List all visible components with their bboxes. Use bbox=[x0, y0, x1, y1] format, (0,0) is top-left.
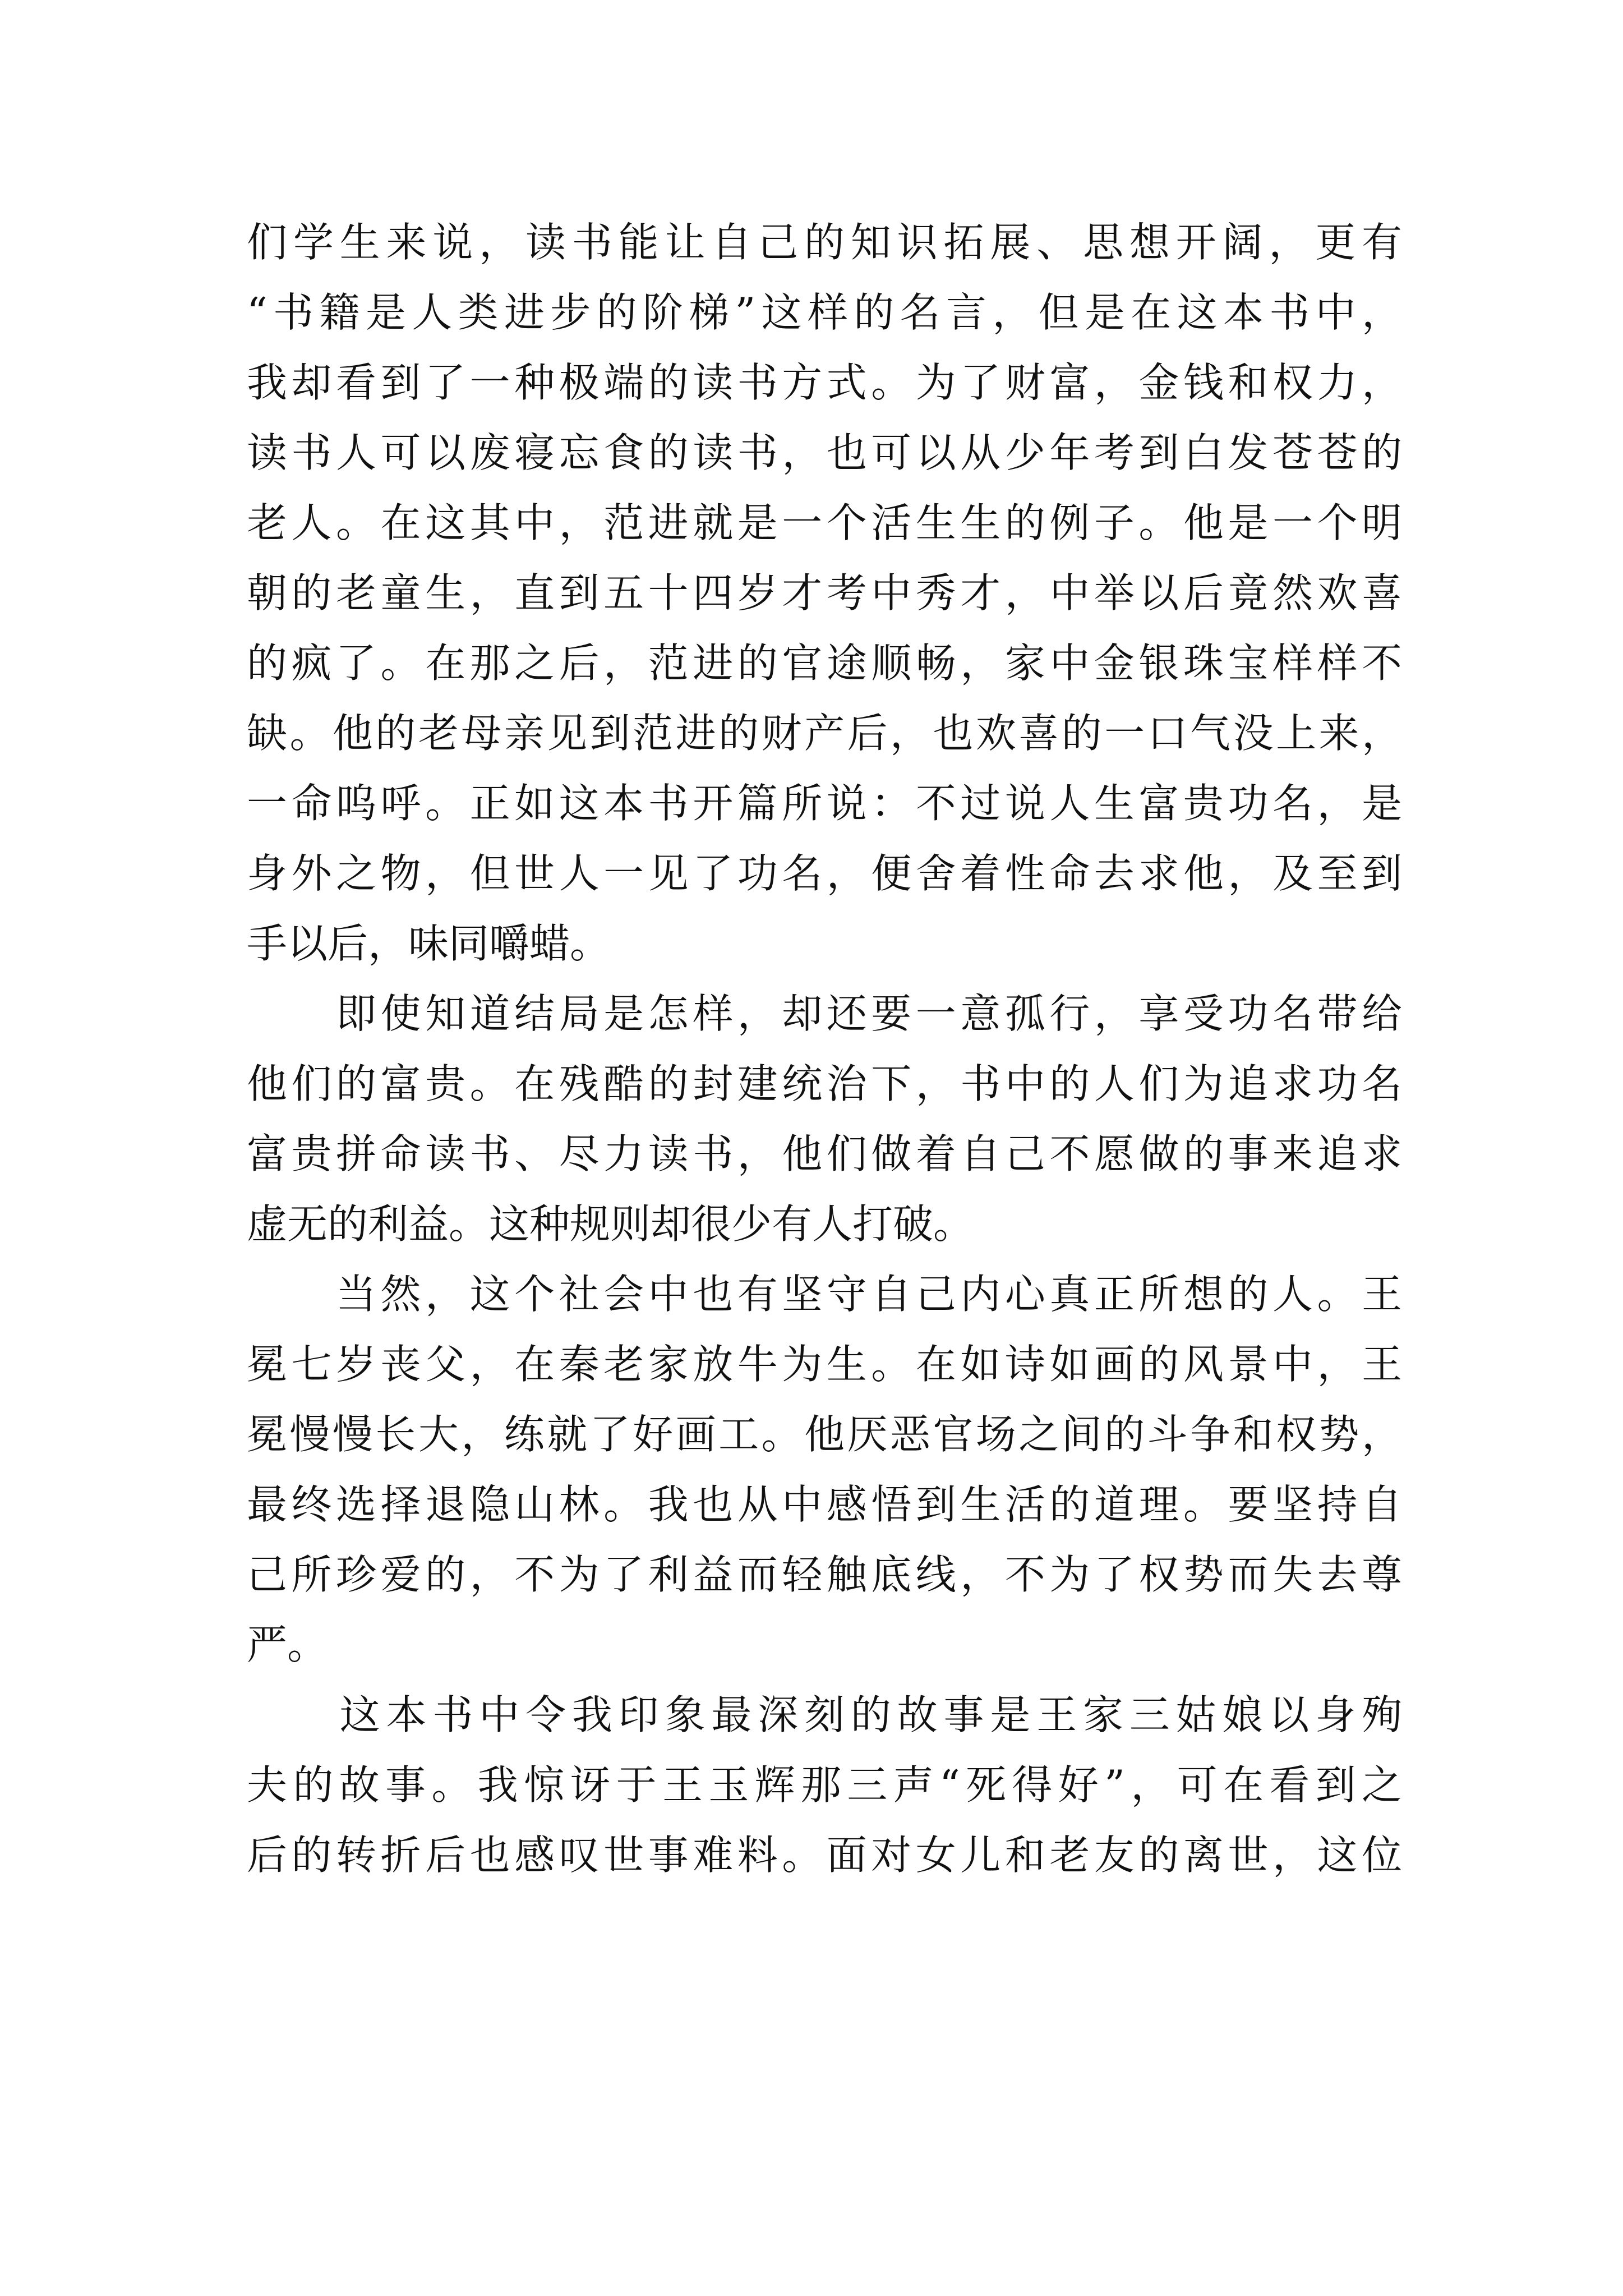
text-line: “书籍是人类进步的阶梯”这样的名言，但是在这本书中， bbox=[247, 289, 1402, 336]
text-line: 我却看到了一种极端的读书方式。为了财富，金钱和权力， bbox=[247, 359, 1402, 406]
text-line: 最终选择退隐山林。我也从中感悟到生活的道理。要坚持自 bbox=[247, 1481, 1402, 1528]
text-line: 即使知道结局是怎样，却还要一意孤行，享受功名带给 bbox=[247, 990, 1402, 1037]
text-line: 身外之物，但世人一见了功名，便舍着性命去求他，及至到 bbox=[247, 850, 1402, 897]
body-text bbox=[247, 208, 1402, 1890]
text-line: 己所珍爱的，不为了利益而轻触底线，不为了权势而失去尊 bbox=[247, 1551, 1402, 1598]
text-line: 夫的故事。我惊讶于王玉辉那三声“死得好”，可在看到之 bbox=[247, 1761, 1402, 1809]
text-line: 读书人可以废寝忘食的读书，也可以从少年考到白发苍苍的 bbox=[247, 429, 1402, 476]
text-line: 虚无的利益。这种规则却很少有人打破。 bbox=[247, 1200, 974, 1248]
text-line: 严。 bbox=[247, 1621, 328, 1668]
text-line: 富贵拼命读书、尽力读书，他们做着自己不愿做的事来追求 bbox=[247, 1130, 1402, 1177]
paragraph-1 bbox=[247, 208, 1402, 979]
text-line: 冕慢慢长大，练就了好画工。他厌恶官场之间的斗争和权势， bbox=[247, 1411, 1402, 1458]
paragraph-3 bbox=[247, 1259, 1402, 1680]
text-line: 一命呜呼。正如这本书开篇所说：不过说人生富贵功名，是 bbox=[247, 780, 1402, 827]
text-line: 缺。他的老母亲见到范进的财产后，也欢喜的一口气没上来， bbox=[247, 710, 1402, 757]
text-line: 们学生来说，读书能让自己的知识拓展、思想开阔，更有 bbox=[247, 219, 1402, 266]
text-line: 老人。在这其中，范进就是一个活生生的例子。他是一个明 bbox=[247, 499, 1402, 546]
paragraph-2 bbox=[247, 979, 1402, 1259]
text-line: 冕七岁丧父，在秦老家放牛为生。在如诗如画的风景中，王 bbox=[247, 1341, 1402, 1388]
text-line: 朝的老童生，直到五十四岁才考中秀才，中举以后竟然欢喜 bbox=[247, 569, 1402, 616]
text-line: 这本书中令我印象最深刻的故事是王家三姑娘以身殉 bbox=[247, 1691, 1402, 1738]
text-line: 后的转折后也感叹世事难料。面对女儿和老友的离世，这位 bbox=[247, 1832, 1402, 1879]
paragraph-4 bbox=[247, 1680, 1402, 1890]
text-line: 手以后，味同嚼蜡。 bbox=[247, 920, 611, 967]
text-line: 他们的富贵。在残酷的封建统治下，书中的人们为追求功名 bbox=[247, 1060, 1402, 1107]
text-line: 的疯了。在那之后，范进的官途顺畅，家中金银珠宝样样不 bbox=[247, 639, 1402, 687]
text-line: 当然，这个社会中也有坚守自己内心真正所想的人。王 bbox=[247, 1271, 1402, 1318]
